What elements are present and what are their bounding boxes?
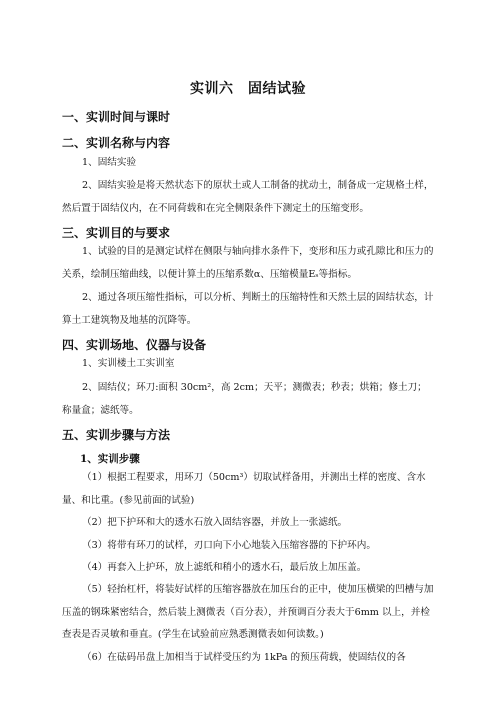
section-heading-3: 三、实训目的与要求 (62, 226, 171, 240)
paragraph: 2、固结仪；环刀:面积 30cm²，高 2cm；天平；测微表；秒表；烘箱；修土刀；称量盒；滤纸等。 (62, 382, 427, 416)
section-heading-2: 二、实训名称与内容 (62, 136, 171, 150)
paragraph: （2）把下护环和大的透水石放入固结容器，并放上一张滤纸。 (82, 517, 348, 528)
section-heading-1: 一、实训时间与课时 (62, 110, 171, 124)
paragraph: 1、实训楼土工实训室 (82, 358, 175, 369)
paragraph: 2、固结实验是将天然状态下的原状土或人工制备的扰动土，制备成一定规格土样，然后置于固结仪内，在不同荷载和在完全侧限条件下测定土的压缩变形。 (62, 180, 434, 214)
subheading: 1、实训步骤 (80, 453, 140, 465)
paragraph: （6）在砝码吊盘上加相当于试样受压约为 1kPa 的预压荷载，使固结仪的各 (82, 652, 406, 663)
paragraph: （5）轻抬杠杆，将装好试样的压缩容器放在加压台的正中，使加压横梁的凹槽与加压盖的钢珠紧密结合，然后装上测微表（百分表），并预调百分表大于6mm 以上，并检查表是否灵敏和垂直。(学生在试验前应熟悉测微表如何读数。) (62, 584, 434, 640)
paragraph: 1、固结实验 (82, 157, 137, 168)
page-title: 实训六 固结试验 (190, 81, 306, 97)
paragraph: 2、通过各项压缩性指标，可以分析、判断土的压缩特性和天然土层的固结状态，计算土工建筑物及地基的沉降等。 (62, 292, 434, 326)
paragraph: （3）将带有环刀的试样，刃口向下小心地装入压缩容器的下护环内。 (82, 540, 376, 551)
paragraph: （1）根据工程要求，用环刀（50cm³）切取试样备用，并测出土样的密度、含水量、和比重。(参见前面的试验) (62, 472, 426, 506)
paragraph: （4）再套入上护环，放上滤纸和稍小的透水石，最后放上加压盖。 (82, 562, 367, 573)
paragraph: 1、试验的目的是测定试样在侧限与轴向排水条件下，变形和压力或孔隙比和压力的关系，绘制压缩曲线，以便计算土的压缩系数α、压缩模量Eₛ等指标。 (62, 246, 434, 280)
section-heading-5: 五、实训步骤与方法 (62, 428, 171, 442)
section-heading-4: 四、实训场地、仪器与设备 (62, 338, 207, 352)
